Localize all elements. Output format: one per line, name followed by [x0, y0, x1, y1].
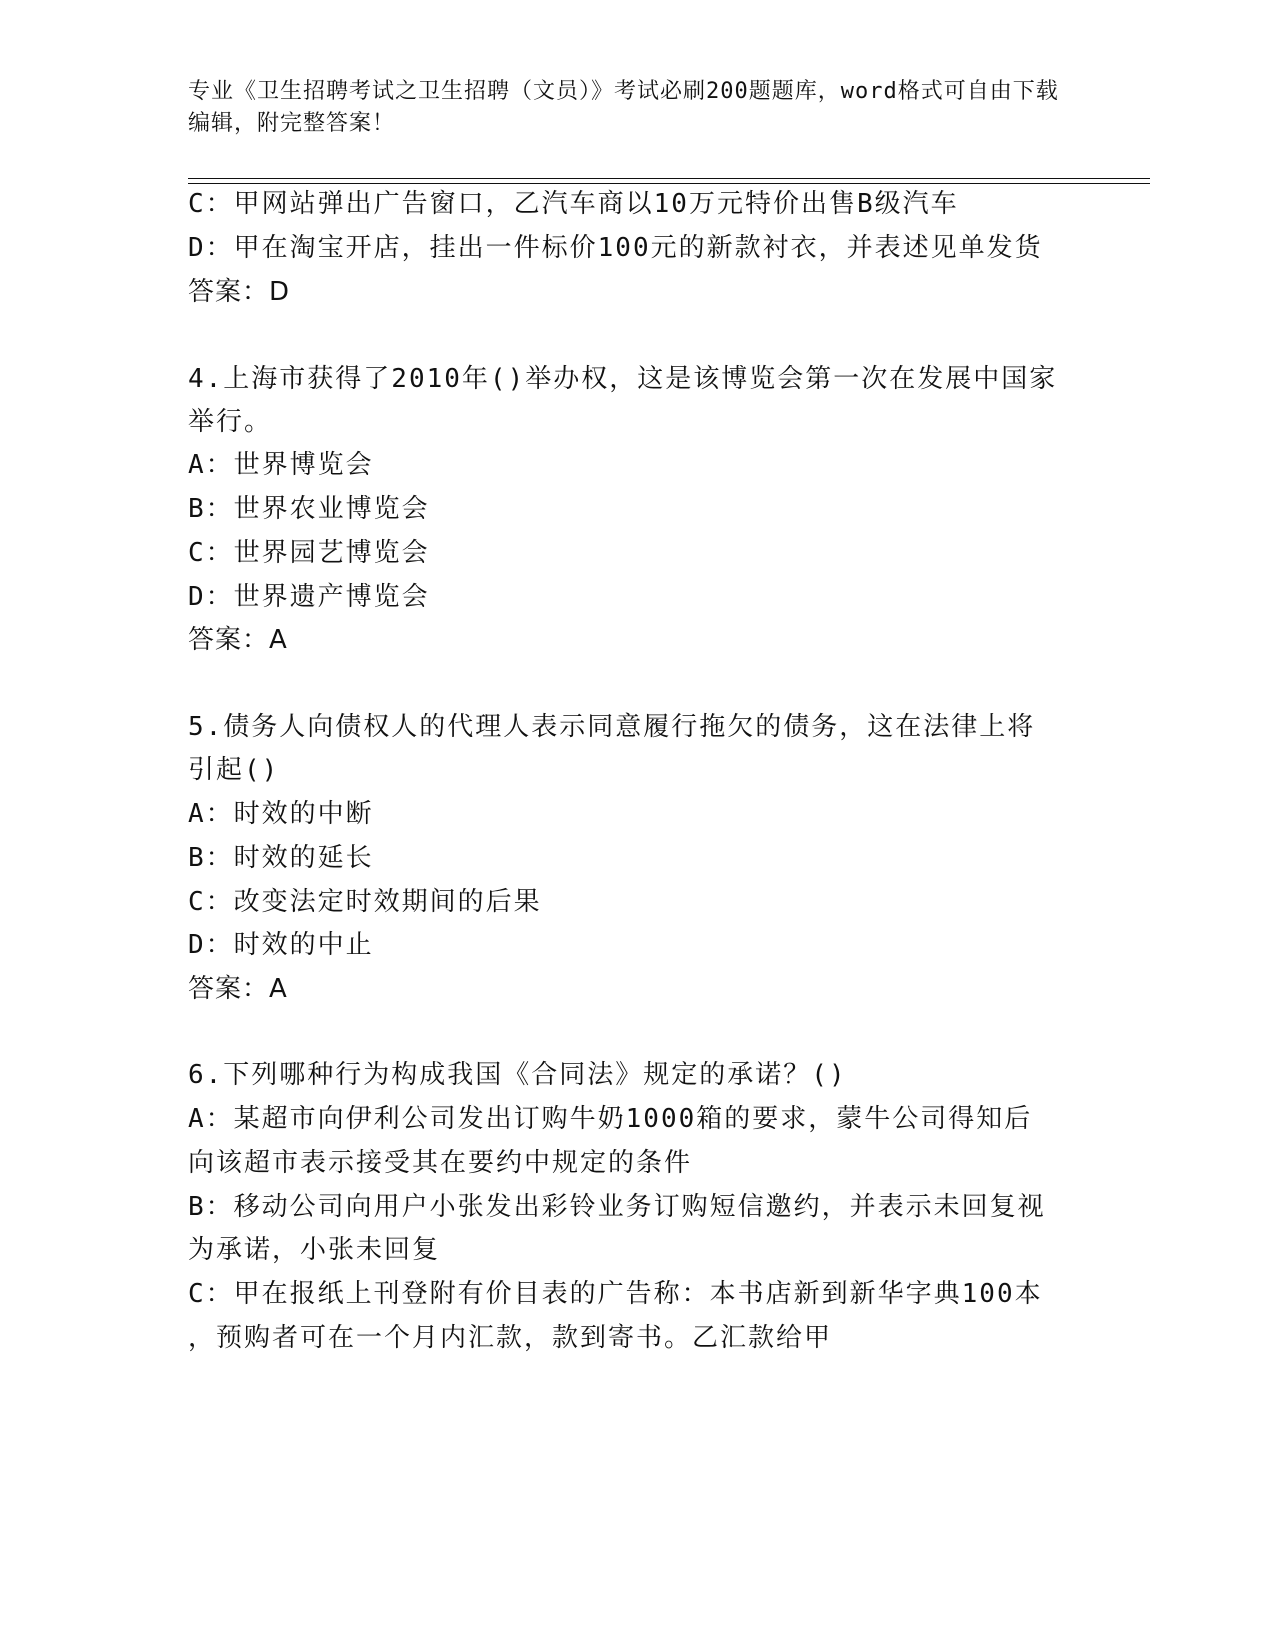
option-line: D：甲在淘宝开店，挂出一件标价100元的新款衬衣，并表述见单发货: [188, 233, 1043, 263]
option-line: C：甲在报纸上刊登附有价目表的广告称：本书店新到新华字典100本: [188, 1279, 1043, 1309]
option-line: 向该超市表示接受其在要约中规定的条件: [188, 1148, 693, 1178]
option-line: 为承诺，小张未回复: [188, 1235, 441, 1265]
option-line: C：改变法定时效期间的后果: [188, 887, 542, 917]
option-line: ，预购者可在一个月内汇款，款到寄书。乙汇款给甲: [188, 1323, 833, 1353]
question-line: 引起(): [188, 755, 280, 785]
header-rule-top: [188, 178, 1150, 179]
option-line: C：甲网站弹出广告窗口，乙汽车商以10万元特价出售B级汽车: [188, 189, 959, 219]
answer-line: 答案：A: [188, 974, 288, 1004]
option-line: B：移动公司向用户小张发出彩铃业务订购短信邀约，并表示未回复视: [188, 1192, 1046, 1222]
option-line: B：时效的延长: [188, 843, 374, 873]
answer-line: 答案：D: [188, 277, 291, 307]
question-line: 5.债务人向债权人的代理人表示同意履行拖欠的债务，这在法律上将: [188, 712, 1036, 742]
question-line: 6.下列哪种行为构成我国《合同法》规定的承诺？(): [188, 1060, 847, 1090]
answer-line: 答案：A: [188, 625, 288, 655]
option-line: A：时效的中断: [188, 799, 374, 829]
document-header: 专业《卫生招聘考试之卫生招聘（文员）》考试必刷200题题库，word格式可自由下载编辑，附完整答案！: [188, 79, 1059, 136]
option-line: A：世界博览会: [188, 450, 374, 480]
option-line: A：某超市向伊利公司发出订购牛奶1000箱的要求，蒙牛公司得知后: [188, 1104, 1033, 1134]
question-line: 4.上海市获得了2010年()举办权，这是该博览会第一次在发展中国家: [188, 364, 1058, 394]
question-line: 举行。: [188, 407, 273, 437]
option-line: B：世界农业博览会: [188, 494, 430, 524]
header-rule-bottom: [188, 183, 1150, 184]
option-line: C：世界园艺博览会: [188, 538, 430, 568]
option-line: D：时效的中止: [188, 930, 374, 960]
option-line: D：世界遗产博览会: [188, 582, 430, 612]
